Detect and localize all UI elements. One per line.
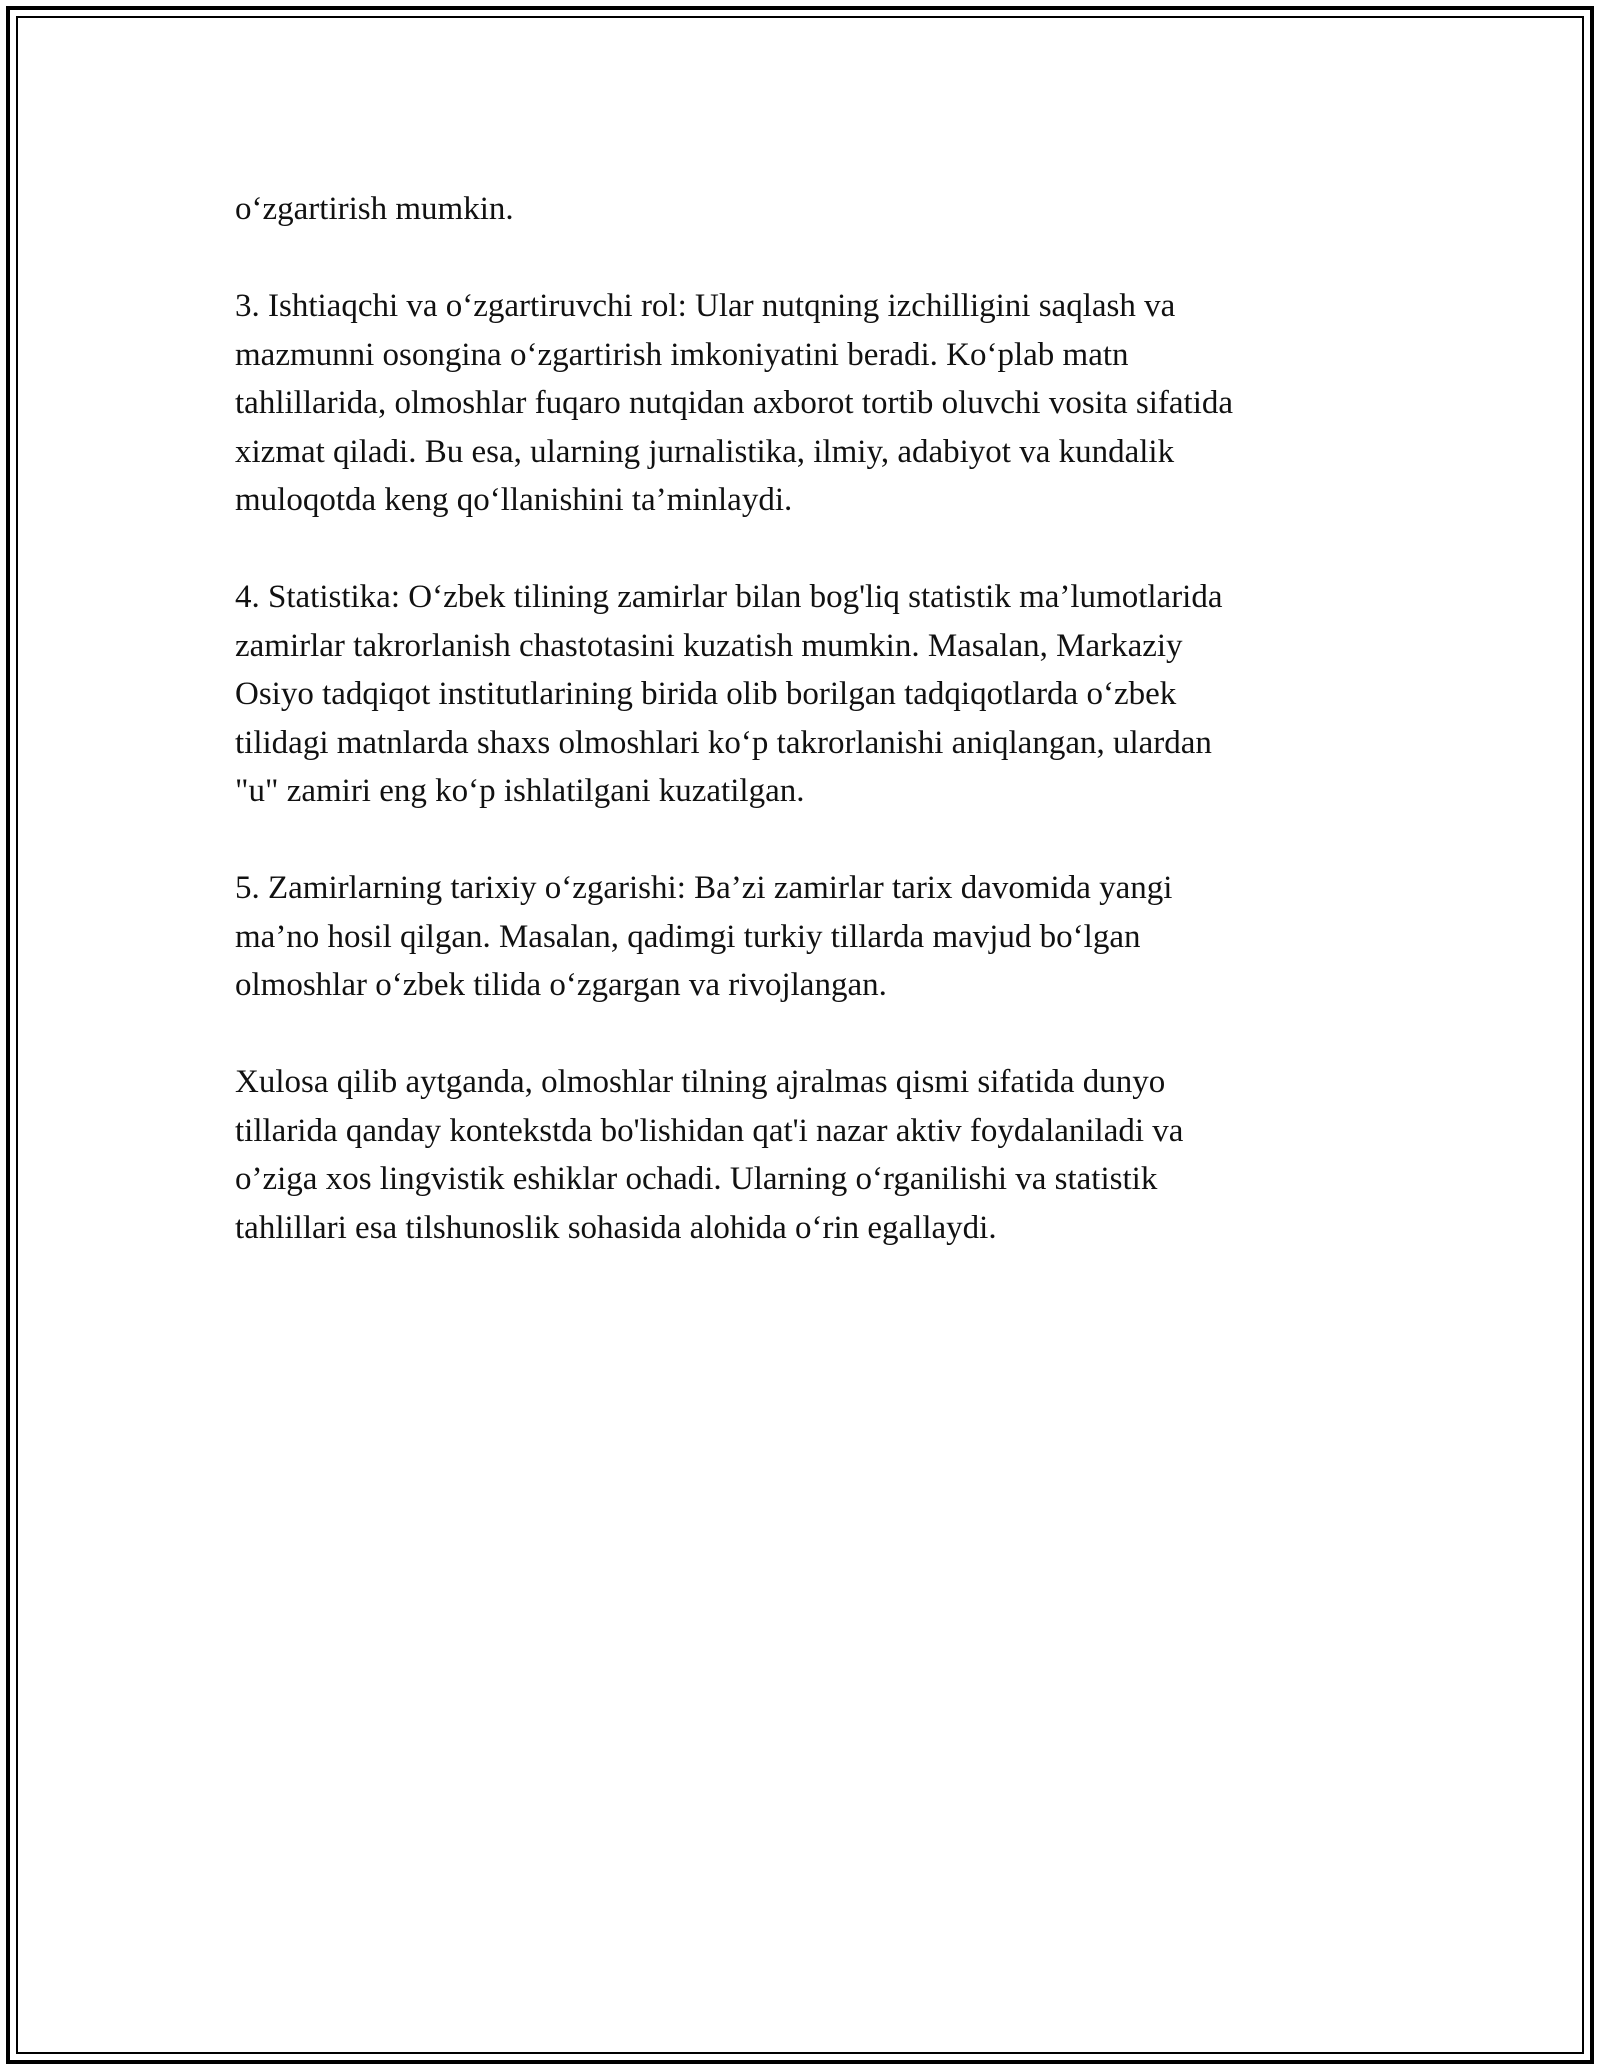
paragraph-conclusion: Xulosa qilib aytganda, olmoshlar tilning ajralmas qismi sifatida dunyo tillarida qanday kontekstda bo'lishidan qat'i nazar aktiv foydalaniladi va o’ziga xos lingvistik eshiklar ochadi. Ularning o‘rganilishi va statistik tahlillari esa tilshunoslik sohasida alohida o‘rin egallaydi. — [235, 1064, 1184, 1246]
paragraph-point-5: 5. Zamirlarning tarixiy o‘zgarishi: Ba’zi zamirlar tarix davomida yangi ma’no hosil qilgan. Masalan, qadimgi turkiy tillarda mavjud bo‘lgan olmoshlar o‘zbek tilida o‘zgargan va rivojlangan. — [235, 870, 1173, 1003]
paragraph-point-4: 4. Statistika: O‘zbek tilining zamirlar bilan bog'liq statistik ma’lumotlarida zamirlar takrorlanish chastotasini kuzatish mumkin. Masalan, Markaziy Osiyo tadqiqot institutlarining birida olib borilgan tadqiqotlarda o‘zbek tilidagi matnlarda shaxs olmoshlari ko‘p takrorlanishi aniqlangan, ulardan "u" zamiri eng ko‘p ishlatilgani kuzatilgan. — [235, 579, 1223, 809]
paragraph-continuation: o‘zgartirish mumkin. — [235, 191, 514, 227]
paragraph-point-3: 3. Ishtiaqchi va o‘zgartiruvchi rol: Ular nutqning izchilligini saqlash va mazmunni osongina o‘zgartirish imkoniyatini beradi. Ko‘plab matn tahlillarida, olmoshlar fuqaro nutqidan axborot tortib oluvchi vosita sifatida xizmat qiladi. Bu esa, ularning jurnalistika, ilmiy, adabiyot va kundalik muloqotda keng qo‘llanishini ta’minlaydi. — [235, 288, 1234, 518]
document-body — [235, 185, 1385, 1301]
